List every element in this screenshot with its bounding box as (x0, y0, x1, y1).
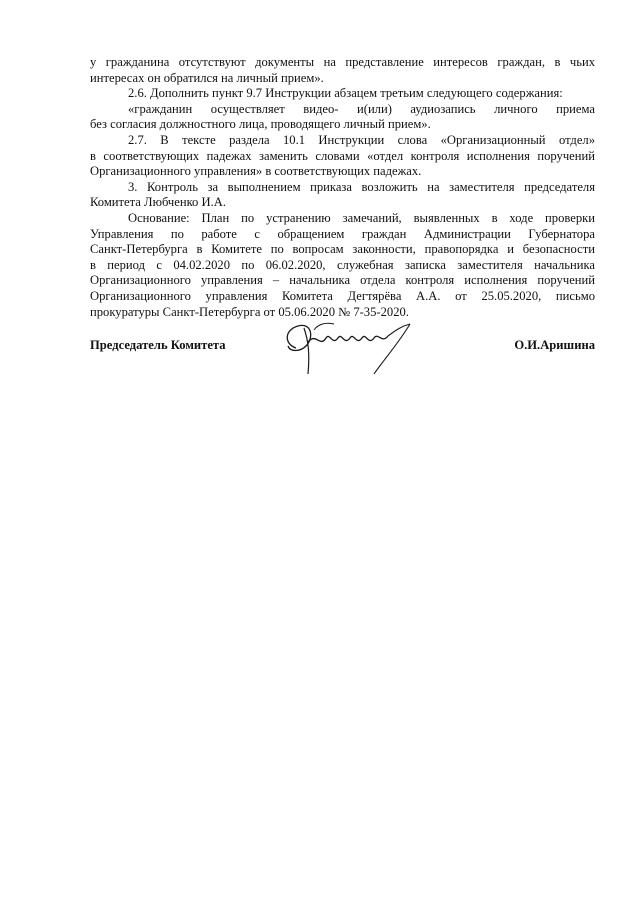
text-line: Комитета Любченко И.А. (90, 195, 226, 210)
text-line: без согласия должностного лица, проводящего личный прием». (90, 117, 431, 132)
document-body (90, 55, 595, 320)
text-line: 3. Контроль за выполнением приказа возложить на заместителя председателя (128, 179, 595, 194)
text-line: в соответствующих падежах заменить словами «отдел контроля исполнения поручений (90, 148, 595, 163)
text-line: прокуратуры Санкт-Петербурга от 05.06.2020 № 7-35-2020. (90, 304, 409, 319)
signatory-name: О.И.Аришина (514, 338, 595, 352)
paragraph (90, 211, 595, 320)
text-line: Основание: План по устранению замечаний, выявленных в ходе проверки (128, 210, 595, 225)
text-line: Санкт-Петербурга в Комитете по вопросам законности, правопорядка и безопасности (90, 242, 595, 257)
paragraph (90, 86, 595, 102)
text-line: Организационного управления – начальника отдела контроля исполнения поручений (90, 273, 595, 288)
text-line: 2.6. Дополнить пункт 9.7 Инструкции абзацем третьим следующего содержания: (128, 86, 563, 101)
text-line: Управления по работе с обращением граждан Администрации Губернатора (90, 226, 595, 241)
paragraph (90, 133, 595, 180)
text-line: у гражданина отсутствуют документы на представление интересов граждан, в чьих (90, 55, 595, 69)
text-line: интересах он обратился на личный прием». (90, 70, 324, 85)
signature-block (90, 338, 595, 378)
paragraph (90, 55, 595, 86)
text-line: Организационного управления» в соответствующих падежах. (90, 164, 422, 179)
handwritten-signature (278, 318, 418, 376)
text-line: в период с 04.02.2020 по 06.02.2020, служебная записка заместителя начальника (90, 257, 595, 272)
paragraph (90, 102, 595, 133)
text-line: 2.7. В тексте раздела 10.1 Инструкции слова «Организационный отдел» (128, 132, 595, 147)
text-line: «гражданин осуществляет видео- и(или) аудиозапись личного приема (128, 101, 595, 116)
text-line: Организационного управления Комитета Дегтярёва А.А. от 25.05.2020, письмо (90, 288, 595, 303)
signatory-title: Председатель Комитета (90, 338, 226, 352)
paragraph (90, 180, 595, 211)
